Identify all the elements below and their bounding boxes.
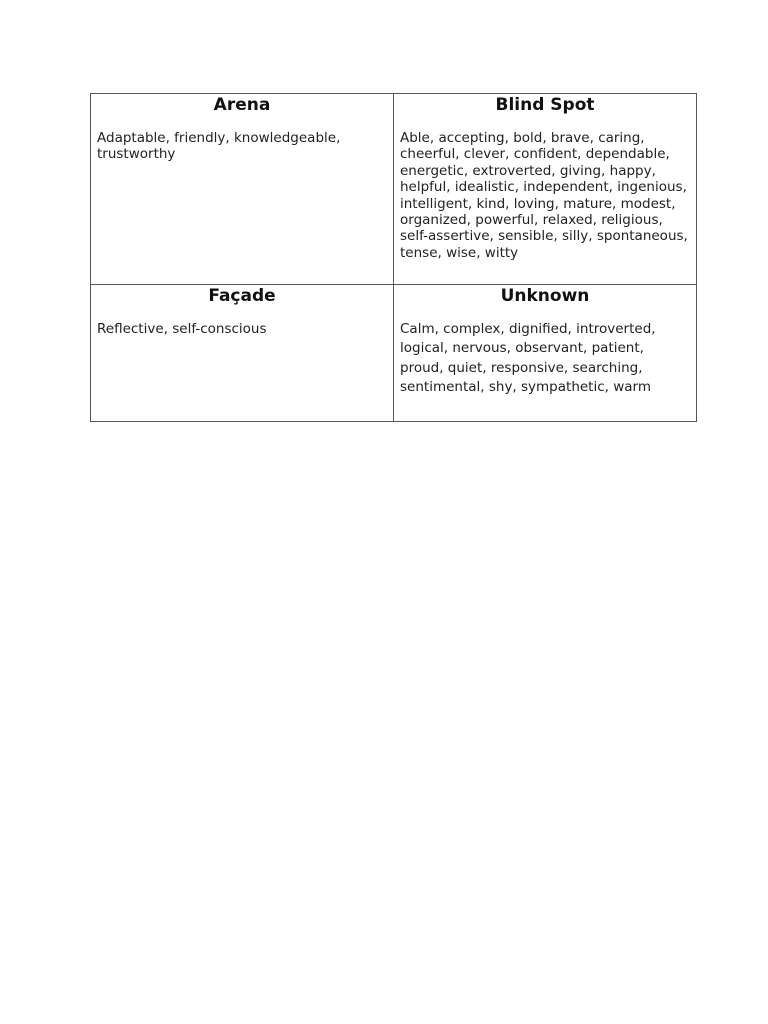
blind-spot-title: Blind Spot [495,95,595,115]
table-row [91,285,697,422]
blind-spot-traits: Able, accepting, bold, brave, caring, cheerful, clever, confident, dependable, energetic, extroverted, giving, happy, helpful, idealistic, independent, ingenious, intelligent, kind, loving, mature, modest, organized, powerful, relaxed, religious, self-assertive, sensible, silly, spontaneous, tense, wise, witty [400,130,688,261]
arena-cell [91,94,394,285]
facade-traits: Reflective, self-conscious [97,321,267,337]
unknown-title: Unknown [500,286,590,306]
arena-traits: Adaptable, friendly, knowledgeable, trustworthy [97,130,341,163]
facade-title: Façade [208,286,276,306]
arena-title: Arena [213,95,271,115]
table-row [91,94,697,285]
facade-cell [91,285,394,422]
johari-window-table [90,93,697,422]
blind-spot-cell [394,94,697,285]
unknown-traits: Calm, complex, dignified, introverted, logical, nervous, observant, patient, proud, quiet, responsive, searching, sentimental, shy, sympathetic, warm [400,321,656,395]
unknown-cell [394,285,697,422]
